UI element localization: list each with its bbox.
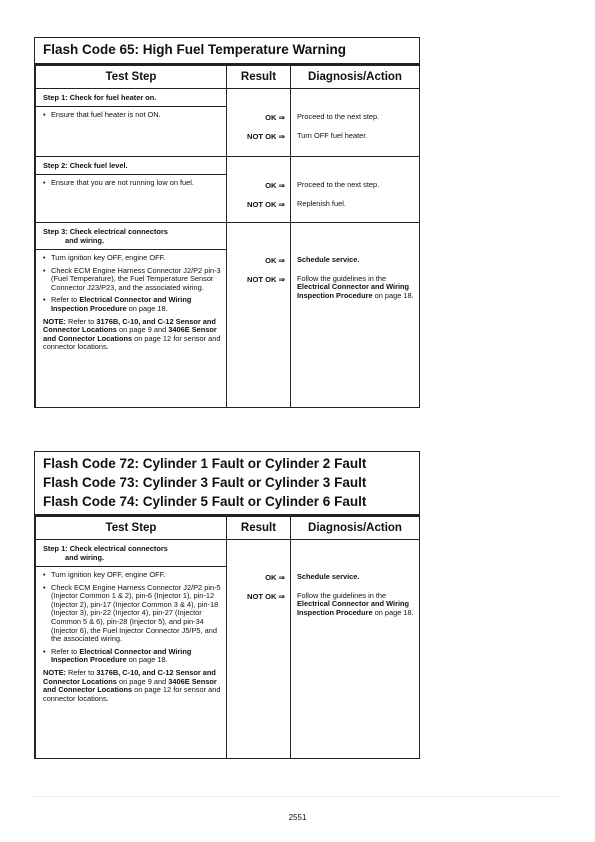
note-text: on page 12 for sensor and connector locations. (43, 333, 221, 352)
note-label: NOTE: (43, 316, 66, 326)
not-ok-result: NOT OK ⇒ (246, 199, 285, 209)
step-body-row (36, 250, 420, 408)
note-bold-ref: 3406E Sensor and Connector Locations (43, 325, 217, 343)
table-header-row (36, 517, 420, 540)
bullet-text: on page 18. (126, 655, 168, 665)
note-text: on page 9 and (116, 325, 169, 335)
action-text: Follow the guidelines in the (297, 590, 387, 600)
note-text: Refer to (66, 667, 97, 677)
step-bullet: • Ensure that fuel heater is not ON. (43, 111, 222, 120)
step-3-results (227, 250, 291, 408)
step-bullet: • Check ECM Engine Harness Connector J2/P2 pin-5 (Injector Common 1 & 2), pin-6 (Injector 1), pin-12 (Injector 2), pin-17 (Injector Common 3 & 4), pin-18 (Injector 3), pin-22 (Injector 4), pin-27 (Injector Common 5 & 6), pin-28 (Injector 5), and pin-34 (Injector 6), the Fuel Injector Connector J5/P5, and the associated wiring. (43, 584, 222, 644)
step-1-header-line2: and wiring. (65, 553, 105, 562)
not-ok-action (297, 592, 415, 618)
bullet-bold-ref: Electrical Connector and Wiring Inspection Procedure (51, 646, 192, 665)
flash-code-65-section (34, 37, 420, 408)
ok-result: OK ⇒ (265, 255, 285, 265)
step-bullet: • Turn ignition key OFF, engine OFF. (43, 571, 222, 580)
note-text: on page 12 for sensor and connector locations. (43, 685, 221, 703)
step-2-body (36, 175, 227, 223)
ok-action: Proceed to the next step. (297, 179, 380, 189)
note-label: NOTE: (43, 667, 66, 677)
note-bold-ref: 3176B, C-10, and C-12 Sensor and Connector Locations (43, 316, 216, 335)
step-bullet: • Ensure that you are not running low on fuel. (43, 179, 222, 188)
not-ok-result: NOT OK ⇒ (246, 131, 285, 141)
step-2-header: Step 2: Check fuel level. (36, 157, 227, 175)
action-text: on page 18. (372, 607, 414, 617)
diagnostic-table (35, 65, 420, 408)
not-ok-result: NOT OK ⇒ (246, 274, 285, 284)
page-number: 2551 (288, 813, 307, 822)
bullet-text: Refer to (51, 295, 80, 305)
section-title: Flash Code 73: Cylinder 3 Fault or Cylinder 3 Fault (43, 475, 367, 490)
step-2-actions (291, 175, 420, 223)
col-result: Result (227, 517, 291, 540)
bullet-text: on page 18. (126, 303, 168, 313)
step-header-row (36, 223, 420, 250)
bullet-text: Refer to (51, 646, 80, 656)
step-3-header-line2: and wiring. (65, 236, 105, 245)
note-text: on page 9 and (116, 676, 169, 686)
step-1-header-line1: Step 1: Check electrical connectors (43, 544, 168, 553)
action-bold-ref: Electrical Connector and Wiring Inspection Procedure (297, 599, 410, 617)
step-header-row (36, 540, 420, 567)
col-test-step: Test Step (36, 517, 227, 540)
step-bullet (43, 296, 222, 313)
bullet-bold-ref: Electrical Connector and Wiring Inspection Procedure (51, 295, 192, 313)
not-ok-action (297, 275, 415, 301)
action-bold-ref: Electrical Connector and Wiring Inspection Procedure (297, 282, 410, 300)
ok-result: OK ⇒ (265, 112, 285, 122)
step-body-row (36, 107, 420, 157)
col-diagnosis: Diagnosis/Action (291, 517, 420, 540)
step-body-row (36, 175, 420, 223)
section-title-block (35, 37, 419, 63)
step-1-actions (291, 567, 420, 759)
step-3-actions (291, 250, 420, 408)
not-ok-result: NOT OK ⇒ (246, 591, 285, 601)
section-title: Flash Code 74: Cylinder 5 Fault or Cylinder 6 Fault (43, 494, 367, 509)
action-text: on page 18. (372, 290, 414, 300)
ok-action: Proceed to the next step. (297, 111, 380, 121)
note-bold-ref: 3176B, C-10, and C-12 Sensor and Connector Locations (43, 667, 216, 686)
step-2-results (227, 175, 291, 223)
section-title: Flash Code 65: High Fuel Temperature Warning (43, 42, 347, 57)
footer-divider (34, 796, 561, 797)
step-bullet: • Turn ignition key OFF, engine OFF. (43, 254, 222, 263)
flash-code-72-74-section (34, 451, 420, 759)
note-bold-ref: 3406E Sensor and Connector Locations (43, 676, 217, 695)
section-title: Flash Code 72: Cylinder 1 Fault or Cylinder 2 Fault (43, 456, 367, 471)
not-ok-action: Replenish fuel. (297, 198, 346, 208)
step-note (43, 318, 222, 352)
step-1-header (36, 540, 227, 567)
ok-action: Schedule service. (297, 571, 360, 581)
not-ok-action: Turn OFF fuel heater. (297, 130, 368, 140)
step-header-row (36, 89, 420, 107)
col-result: Result (227, 66, 291, 89)
action-text: Follow the guidelines in the (297, 273, 387, 283)
step-1-results (227, 567, 291, 759)
section-title-block (35, 451, 419, 514)
ok-result: OK ⇒ (265, 180, 285, 190)
step-1-body (36, 107, 227, 157)
step-1-actions (291, 107, 420, 157)
table-header-row (36, 66, 420, 89)
step-1-body (36, 567, 227, 759)
step-1-results (227, 107, 291, 157)
diagnostic-table (35, 516, 420, 759)
step-note (43, 669, 222, 703)
step-bullet (43, 648, 222, 665)
col-test-step: Test Step (36, 66, 227, 89)
step-3-body (36, 250, 227, 408)
step-bullet: • Check ECM Engine Harness Connector J2/P2 pin-3 (Fuel Temperature), the Fuel Temperature Sensor Connector J23/P23, and the associated wiring. (43, 267, 222, 293)
col-diagnosis: Diagnosis/Action (291, 66, 420, 89)
step-3-header-line1: Step 3: Check electrical connectors (43, 227, 168, 236)
step-header-row (36, 157, 420, 175)
note-text: Refer to (66, 316, 97, 326)
ok-action: Schedule service. (297, 254, 360, 264)
step-3-header (36, 223, 227, 250)
step-body-row (36, 567, 420, 759)
step-1-header: Step 1: Check for fuel heater on. (36, 89, 227, 107)
ok-result: OK ⇒ (265, 572, 285, 582)
